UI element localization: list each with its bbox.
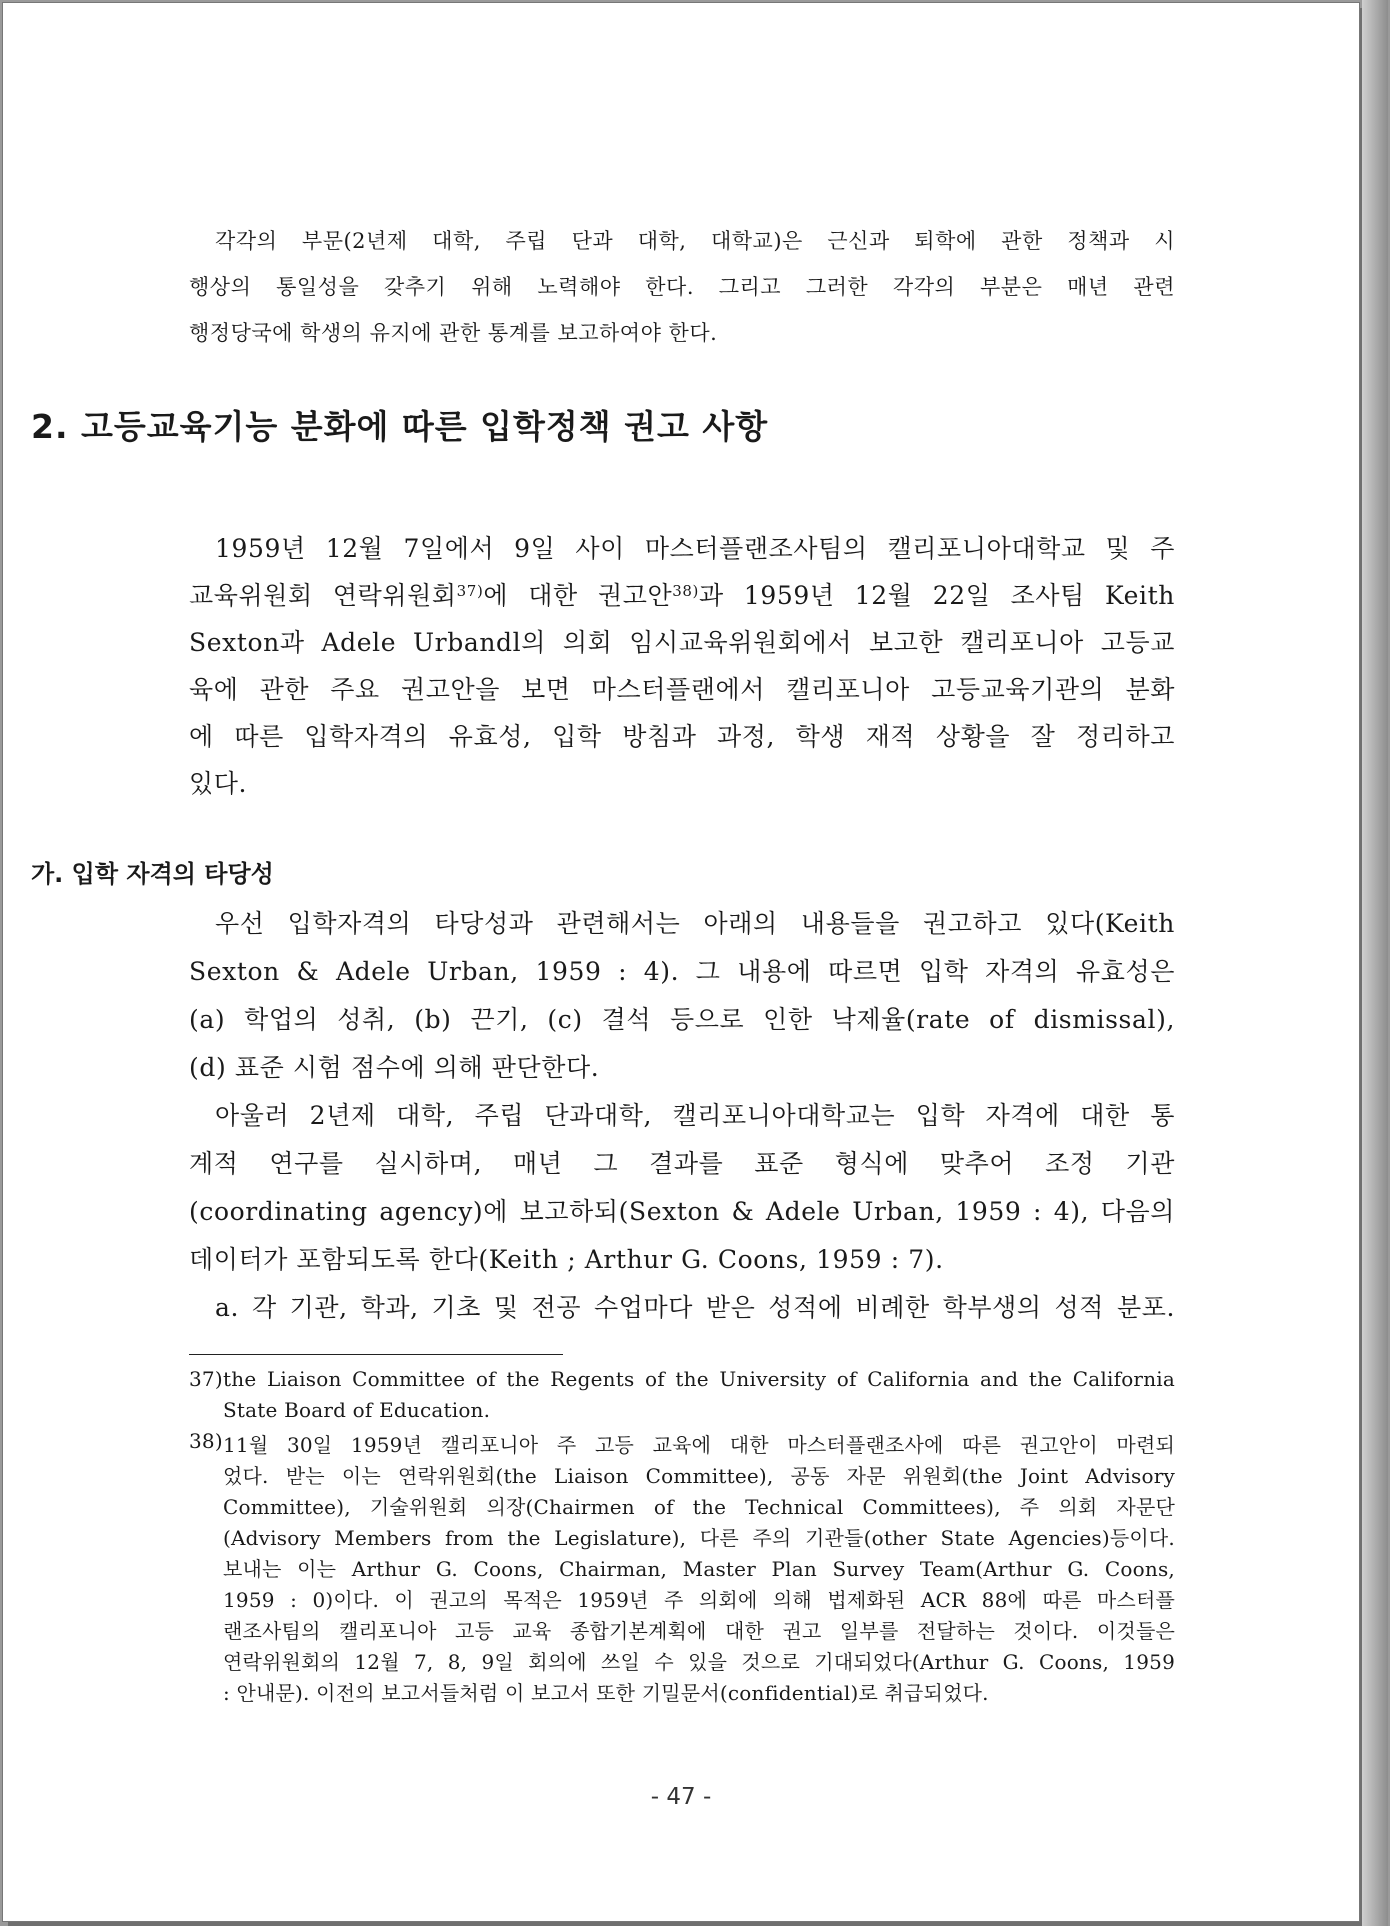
text-line: 육에 관한 주요 권고안을 보면 마스터플랜에서 캘리포니아 고등교육기관의 분화 xyxy=(189,675,1175,704)
text-line: Sexton과 Adele Urbandl의 의회 임시교육위원회에서 보고한 캘리포니아 고등교 xyxy=(189,628,1175,657)
text-line: 있다. xyxy=(189,769,248,798)
footnote-line: 1959 : 0)이다. 이 권고의 목적은 1959년 주 의회에 의해 법제화된 ACR 88에 따른 마스터플 xyxy=(223,1588,1175,1612)
text-line: 아울러 2년제 대학, 주립 단과대학, 캘리포니아대학교는 입학 자격에 대한 통 xyxy=(215,1101,1175,1130)
footnote-line: 랜조사팀의 캘리포니아 고등 교육 종합기본계획에 대한 권고 일부를 전달하는 것이다. 이것들은 xyxy=(223,1619,1175,1643)
text-line: 데이터가 포함되도록 한다(Keith ; Arthur G. Coons, 1959 : 7). xyxy=(189,1245,944,1274)
text-span: 교육위원회 연락위원회 xyxy=(189,581,457,610)
page-number: - 47 - xyxy=(650,1784,712,1810)
subsection-title: 가. 입학 자격의 타당성 xyxy=(31,860,274,888)
text-span: 에 대한 권고안 xyxy=(483,581,673,610)
footnote-line: State Board of Education. xyxy=(223,1398,491,1422)
footnote-ref-37[interactable]: 37) xyxy=(456,582,484,600)
text-line xyxy=(189,576,1175,612)
footnote-number: 38) xyxy=(189,1429,223,1453)
text-line: 우선 입학자격의 타당성과 관련해서는 아래의 내용들을 권고하고 있다(Keith xyxy=(215,909,1175,938)
footnote-ref-38[interactable]: 38) xyxy=(672,582,699,600)
text-line: (d) 표준 시험 점수에 의해 판단한다. xyxy=(189,1053,600,1082)
section-title: 2. 고등교육기능 분화에 따른 입학정책 권고 사항 xyxy=(31,407,769,446)
footnote-line: (Advisory Members from the Legislature), 다른 주의 기관들(other State Agencies)등이다. xyxy=(223,1526,1175,1550)
text-line: 1959년 12월 7일에서 9일 사이 마스터플랜조사팀의 캘리포니아대학교 및 주 xyxy=(215,534,1175,563)
footnote-line: 었다. 받는 이는 연락위원회(the Liaison Committee), 공동 자문 위원회(the Joint Advisory xyxy=(223,1464,1175,1488)
text-line: (a) 학업의 성취, (b) 끈기, (c) 결석 등으로 인한 낙제율(rate of dismissal), xyxy=(189,1005,1175,1034)
text-line: 에 따른 입학자격의 유효성, 입학 방침과 과정, 학생 재적 상황을 잘 정리하고 xyxy=(189,722,1175,751)
footnote-line: 연락위원회의 12월 7, 8, 9일 회의에 쓰일 수 있을 것으로 기대되었다(Arthur G. Coons, 1959 xyxy=(223,1650,1175,1674)
page-edge xyxy=(1362,0,1388,1926)
footnote-line: Committee), 기술위원회 의장(Chairmen of the Technical Committees), 주 의회 자문단 xyxy=(223,1495,1175,1519)
footnote-line: the Liaison Committee of the Regents of the University of California and the California xyxy=(223,1367,1175,1391)
text-line: 각각의 부문(2년제 대학, 주립 단과 대학, 대학교)은 근신과 퇴학에 관한 정책과 시 xyxy=(215,229,1175,253)
footnote-separator xyxy=(189,1354,563,1355)
text-span: 과 1959년 12월 22일 조사팀 Keith xyxy=(698,581,1175,610)
text-line: (coordinating agency)에 보고하되(Sexton & Adele Urban, 1959 : 4), 다음의 xyxy=(189,1197,1175,1226)
text-line: Sexton & Adele Urban, 1959 : 4). 그 내용에 따르면 입학 자격의 유효성은 xyxy=(189,957,1175,986)
footnote-number: 37) xyxy=(189,1367,223,1391)
text-line: 계적 연구를 실시하며, 매년 그 결과를 표준 형식에 맞추어 조정 기관 xyxy=(189,1149,1175,1178)
text-line: a. 각 기관, 학과, 기초 및 전공 수업마다 받은 성적에 비례한 학부생의 성적 분포. xyxy=(215,1293,1175,1322)
document-page xyxy=(2,2,1360,1922)
footnote-line: 보내는 이는 Arthur G. Coons, Chairman, Master Plan Survey Team(Arthur G. Coons, xyxy=(223,1557,1175,1581)
text-line: 행상의 통일성을 갖추기 위해 노력해야 한다. 그리고 그러한 각각의 부분은 매년 관련 xyxy=(189,275,1175,299)
text-line: 행정당국에 학생의 유지에 관한 통계를 보고하여야 한다. xyxy=(189,321,718,345)
footnote-line: : 안내문). 이전의 보고서들처럼 이 보고서 또한 기밀문서(confidential)로 취급되었다. xyxy=(223,1681,989,1705)
footnote-line: 11월 30일 1959년 캘리포니아 주 고등 교육에 대한 마스터플랜조사에 따른 권고안이 마련되 xyxy=(223,1433,1175,1457)
